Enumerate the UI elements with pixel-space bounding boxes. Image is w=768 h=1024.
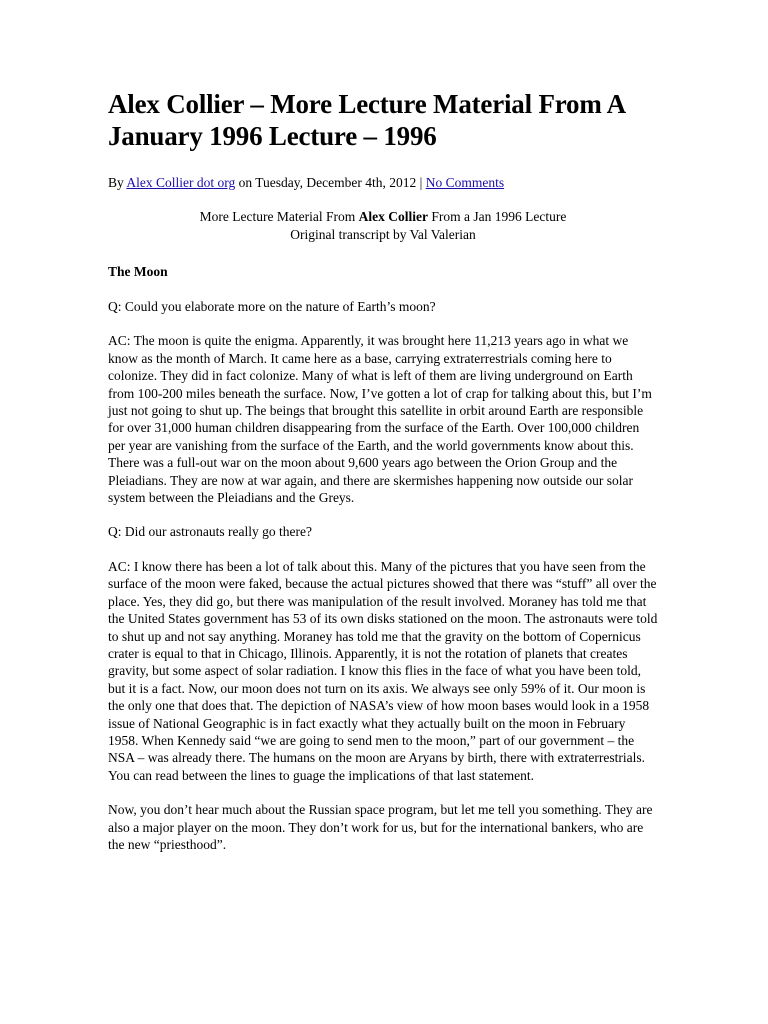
comments-link[interactable]: No Comments <box>425 175 505 190</box>
byline-date: on Tuesday, December 4th, 2012 | <box>235 175 426 190</box>
intro-line-1 <box>108 208 658 226</box>
paragraph: Q: Could you elaborate more on the nature of Earth’s moon? <box>108 299 436 314</box>
paragraph: Now, you don’t hear much about the Russian space program, but let me tell you something. They are also a major player on the moon. They don’t work for us, but for the international bankers, who are the new “priesthood”. <box>108 802 653 852</box>
intro-author-name: Alex Collier <box>358 209 428 224</box>
author-link[interactable]: Alex Collier dot org <box>126 175 236 190</box>
intro-block <box>108 208 658 244</box>
intro-line-2: Original transcript by Val Valerian <box>290 227 476 242</box>
paragraph: AC: I know there has been a lot of talk about this. Many of the pictures that you have seen from the surface of the moon were faked, because the actual pictures showed that there was “stuff” all over the place. Yes, they did go, but there was manipulation of the result involved. Moraney has told me that the United States government has 53 of its own disks stationed on the moon. The astronauts were told to shut up and not say anything. Moraney has told me that the gravity on the bottom of Copernicus crater is equal to that in Chicago, Illinois. Apparently, it is not the rotation of planets that creates gravity, but some aspect of solar radiation. I know this flies in the face of what you have been told, but it is a fact. Now, our moon does not turn on its axis. We always see only 59% of it. Our moon is the only one that does that. The depiction of NASA’s view of how moon bases would look in a 1958 issue of National Geographic is in fact exactly what they actually built on the moon in February 1958. When Kennedy said “we are going to send men to the moon,” part of our government – the NSA – was already there. The humans on the moon are Aryans by birth, there with extraterrestrials. You can read between the lines to guage the implications of that last statement. <box>108 558 658 783</box>
paragraph: Q: Did our astronauts really go there? <box>108 524 312 540</box>
paragraph: AC: The moon is quite the enigma. Apparently, it was brought here 11,213 years ago in what we know as the month of March. It came here as a base, carrying extraterrestrials coming here to colonize. They did in fact colonize. Many of what is left of them are living underground on Earth from 100-200 miles beneath the surface. Now, I’ve gotten a lot of crap for talking about this, but I’m just not going to shut up. The beings that brought this satellite in orbit around Earth are responsible for over 31,000 human children disappearing from the surface of the Earth. Over 100,000 children per year are vanishing from the surface of the Earth, and the world governments know about this. There was a full-out war on the moon about 9,600 years ago between the Orion Group and the Pleiadians. They are now at war again, and there are skermishes happening now outside our solar system between the Pleiadians and the Greys. <box>108 333 652 506</box>
intro-line-1-before: More Lecture Material From <box>199 209 359 224</box>
byline <box>108 174 658 192</box>
byline-prefix: By <box>108 175 127 190</box>
intro-line-1-after: From a Jan 1996 Lecture <box>427 209 567 224</box>
document-page <box>108 88 658 870</box>
article-title: Alex Collier – More Lecture Material From A January 1996 Lecture – 1996 <box>108 89 625 151</box>
section-heading: The Moon <box>108 264 168 279</box>
